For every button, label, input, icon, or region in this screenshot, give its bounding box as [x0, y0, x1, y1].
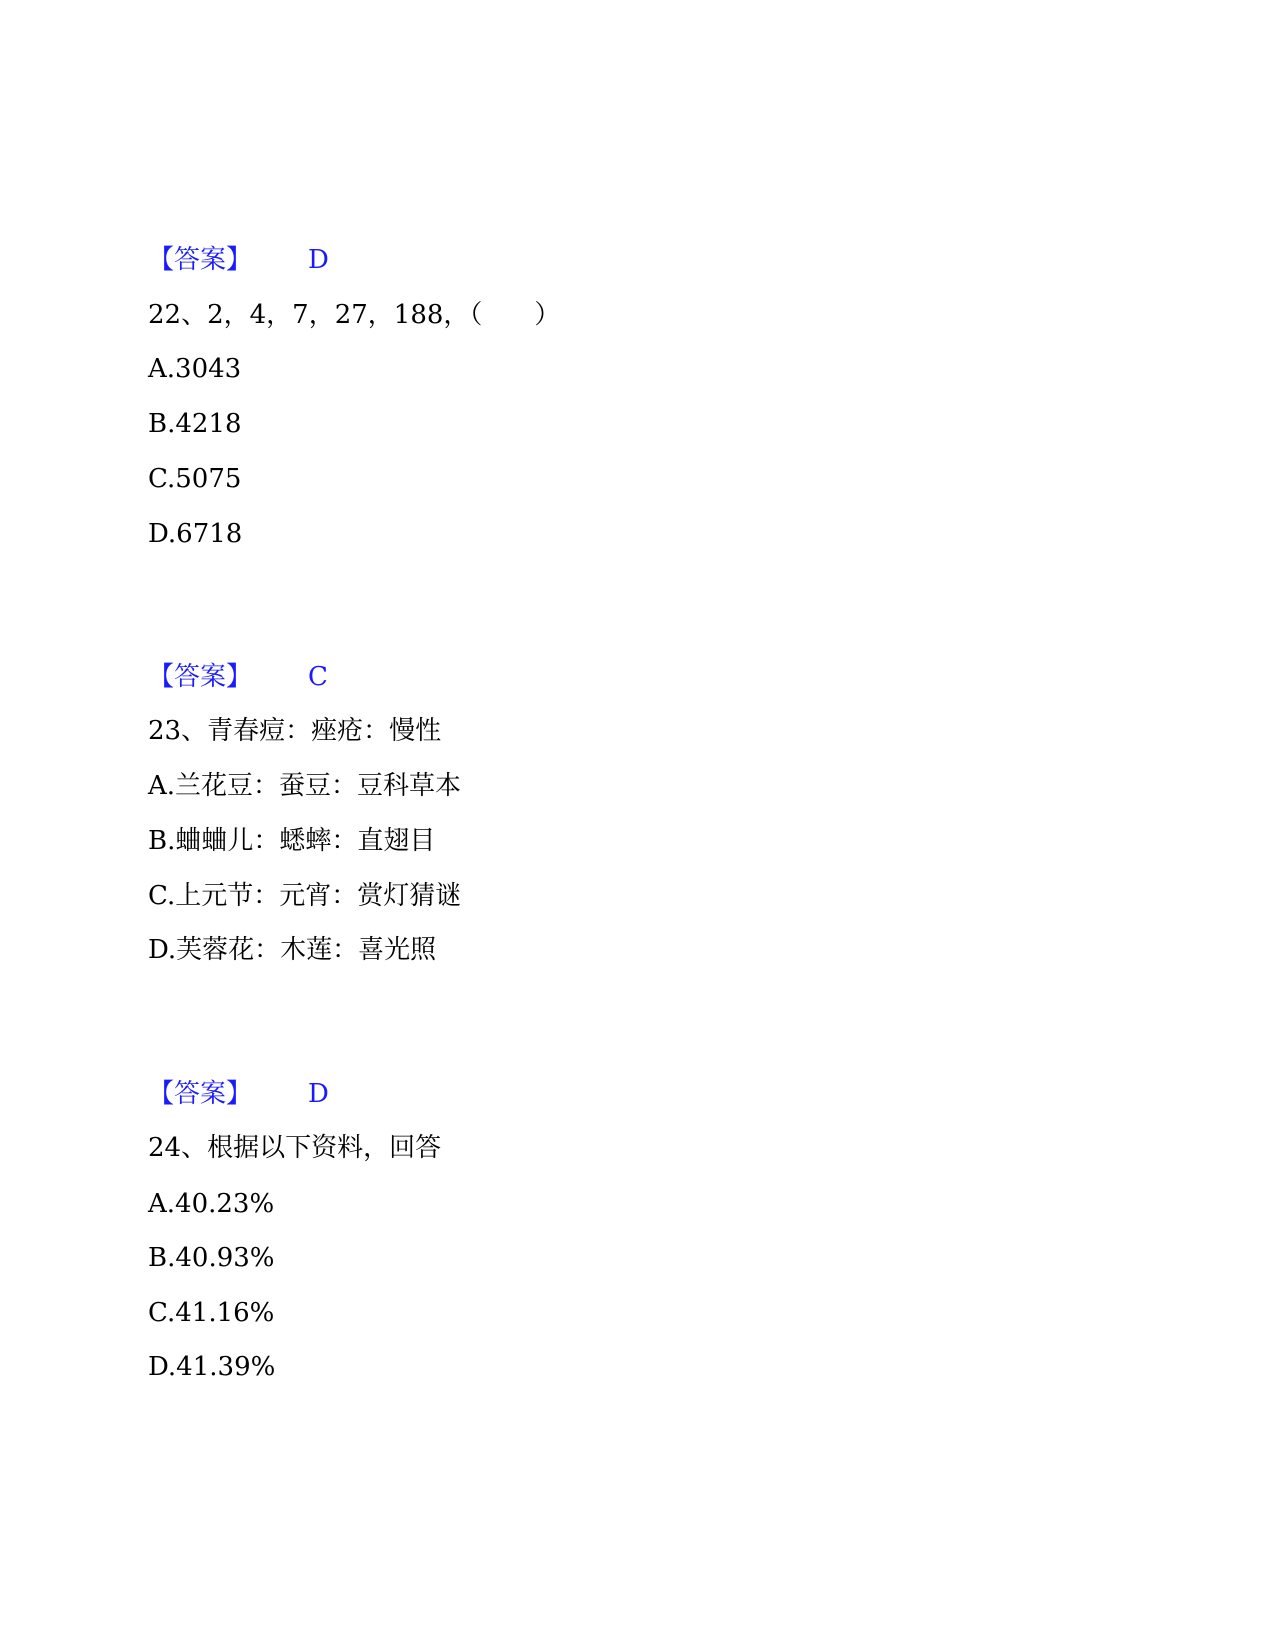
answer-value: D — [308, 245, 329, 275]
option-b: B.蛐蛐儿：蟋蟀：直翅目 — [148, 826, 436, 856]
answer-label: 【答案】 — [148, 662, 253, 692]
question-22: 22、2，4，7，27，188，（ ） — [148, 300, 561, 330]
option-d: D.6718 — [148, 519, 243, 549]
option-a: A.3043 — [148, 354, 242, 384]
answer-line — [148, 661, 328, 693]
option-c: C.5075 — [148, 464, 242, 494]
option-a: A.40.23% — [148, 1189, 275, 1219]
option-c: C.41.16% — [148, 1298, 275, 1328]
answer-value: D — [308, 1079, 329, 1109]
option-d: D.芙蓉花：木莲：喜光照 — [148, 935, 437, 965]
answer-value: C — [308, 662, 328, 692]
answer-line — [148, 1078, 329, 1110]
option-b: B.4218 — [148, 409, 242, 439]
option-a: A.兰花豆：蚕豆：豆科草本 — [148, 771, 462, 801]
option-c: C.上元节：元宵：赏灯猜谜 — [148, 881, 462, 911]
answer-line — [148, 244, 329, 276]
answer-label: 【答案】 — [148, 1079, 253, 1109]
question-23: 23、青春痘：痤疮：慢性 — [148, 716, 442, 746]
answer-label: 【答案】 — [148, 245, 253, 275]
option-b: B.40.93% — [148, 1243, 275, 1273]
question-24: 24、根据以下资料，回答 — [148, 1133, 442, 1163]
option-d: D.41.39% — [148, 1352, 276, 1382]
